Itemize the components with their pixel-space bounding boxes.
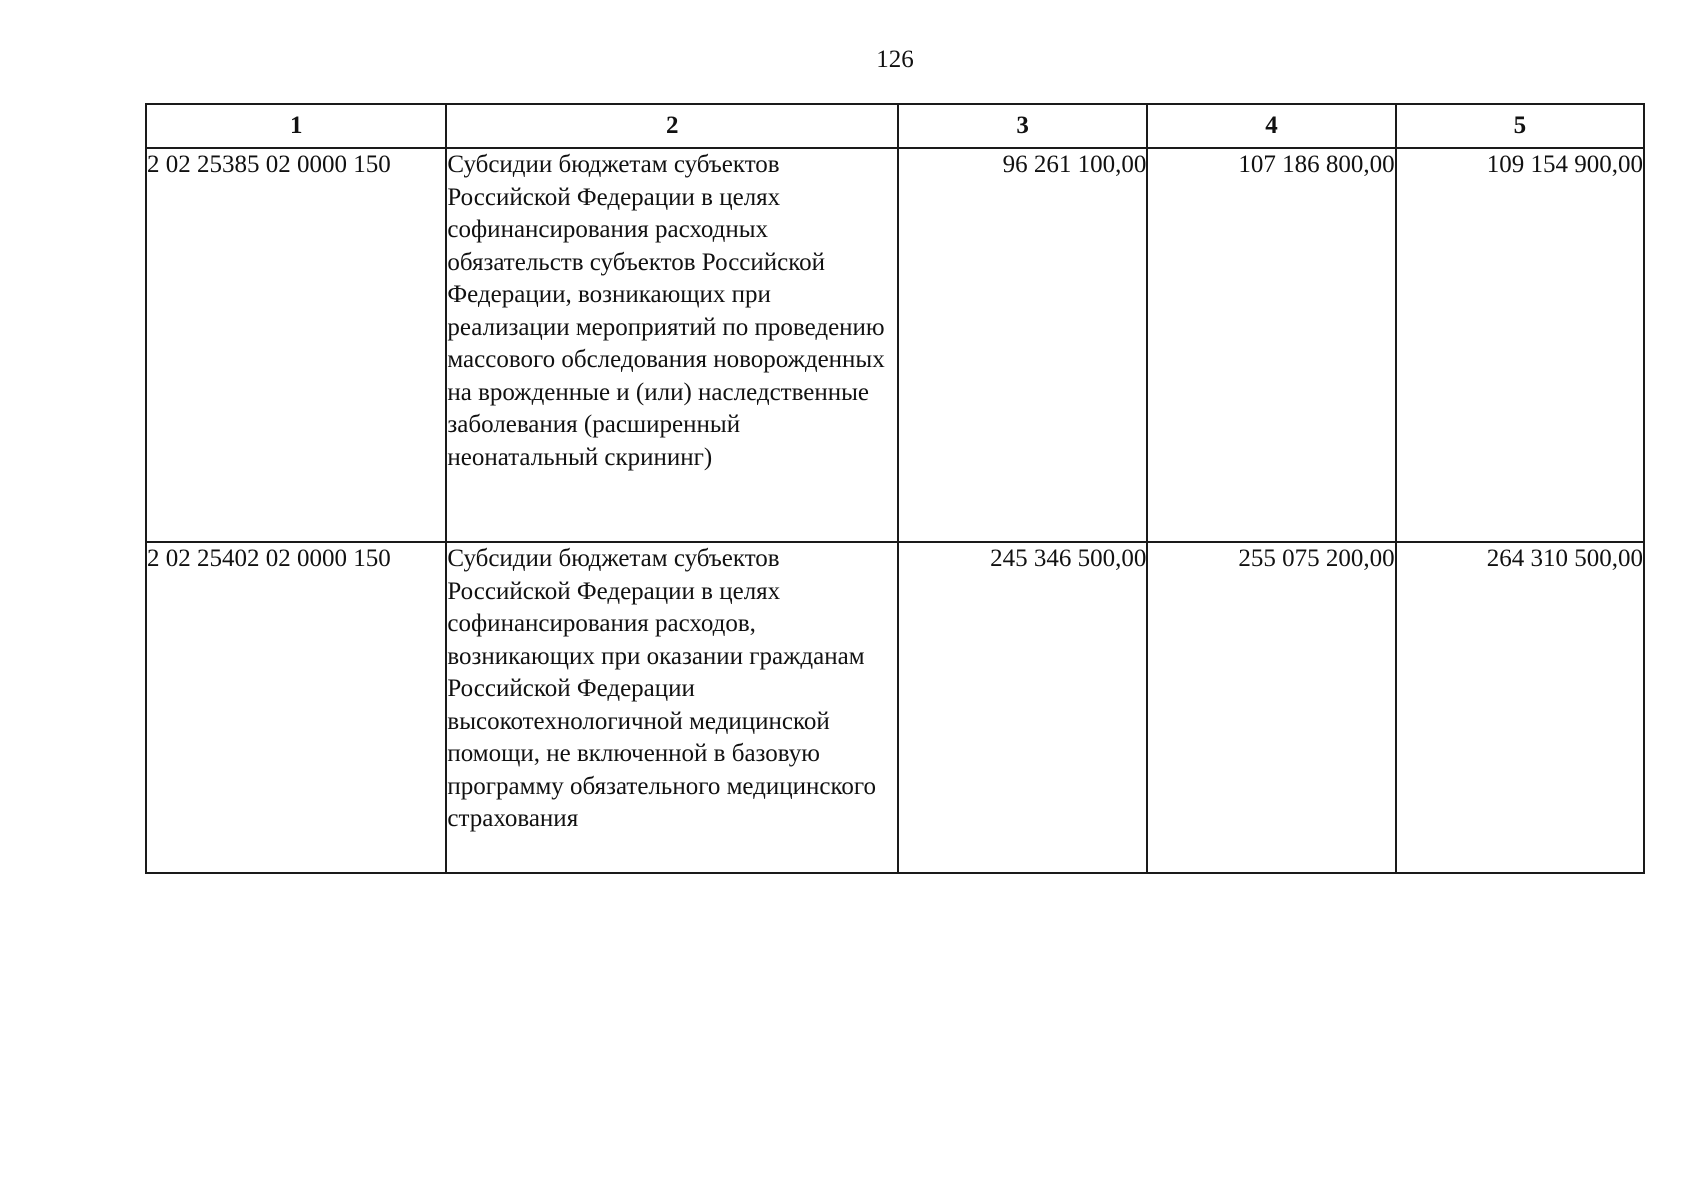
header-row (146, 104, 1644, 148)
column-header-3: 3 (898, 104, 1147, 148)
amount-cell-col3: 245 346 500,00 (898, 542, 1147, 873)
column-header-4: 4 (1147, 104, 1395, 148)
description-cell: Субсидии бюджетам субъектов Российской Федерации в целях софинансирования расходов, возникающих при оказании гражданам Российской Федерации высокотехнологичной медицинской помощи, не включенной в базовую программу обязательного медицинского страхования (446, 542, 898, 873)
column-header-1: 1 (146, 104, 446, 148)
description-cell: Субсидии бюджетам субъектов Российской Федерации в целях софинансирования расходных обязательств субъектов Российской Федерации, возникающих при реализации мероприятий по проведению массового обследования новорожденных на врожденные и (или) наследственные заболевания (расширенный неонатальный скрининг) (446, 148, 898, 542)
amount-cell-col4: 255 075 200,00 (1147, 542, 1395, 873)
budget-table (145, 103, 1645, 874)
amount-cell-col4: 107 186 800,00 (1147, 148, 1395, 542)
column-header-2: 2 (446, 104, 898, 148)
table-row (146, 148, 1644, 542)
amount-cell-col5: 109 154 900,00 (1396, 148, 1644, 542)
page-number: 126 (876, 46, 914, 73)
amount-cell-col5: 264 310 500,00 (1396, 542, 1644, 873)
budget-code-cell: 2 02 25385 02 0000 150 (146, 148, 446, 542)
table-row (146, 542, 1644, 873)
budget-code-cell: 2 02 25402 02 0000 150 (146, 542, 446, 873)
amount-cell-col3: 96 261 100,00 (898, 148, 1147, 542)
column-header-5: 5 (1396, 104, 1644, 148)
